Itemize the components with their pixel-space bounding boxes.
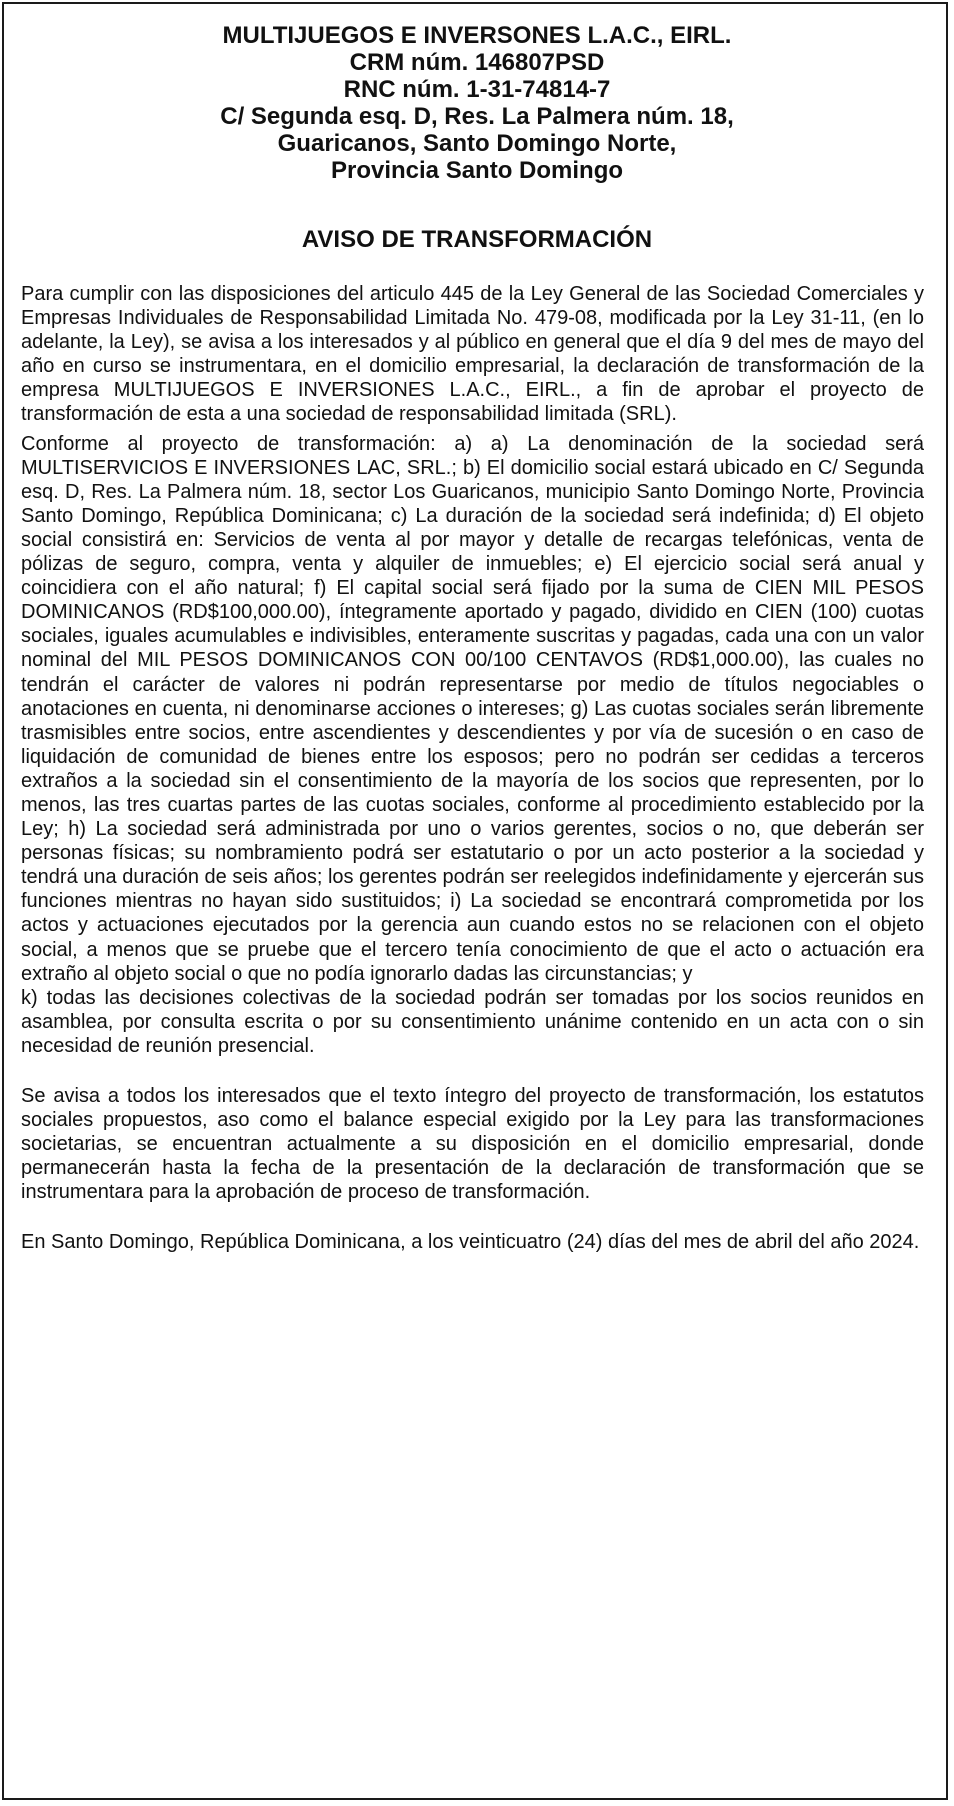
rnc-number: RNC núm. 1-31-74814-7 <box>343 76 611 103</box>
address-line-1: C/ Segunda esq. D, Res. La Palmera núm. 18, <box>220 103 734 130</box>
intro-paragraph: Para cumplir con las disposiciones del articulo 445 de la Ley General de las Sociedad Comerciales y Empresas Individuales de Responsabilidad Limitada No. 479-08, modificada por la Ley 31-11, (en lo adelante, la Ley), se avisa a los interesados y al público en general que el día 9 del mes de mayo del año en curso se instrumentara, en el domicilio empresarial, la declaración de transformación de la empresa MULTIJUEGOS E INVERSIONES L.A.C., EIRL., a fin de aprobar el proyecto de transformación de esta a una sociedad de responsabilidad limitada (SRL). <box>21 283 924 426</box>
terms-paragraph-k: k) todas las decisiones colectivas de la sociedad podrán ser tomadas por los socios reunidos en asamblea, por consulta escrita o por su consentimiento unánime contenido en un acta con o sin necesidad de reunión presencial. <box>21 986 924 1057</box>
address-line-3: Provincia Santo Domingo <box>330 157 624 184</box>
closing-paragraph: En Santo Domingo, República Dominicana, a los veinticuatro (24) días del mes de abril del año 2024. <box>21 1231 920 1254</box>
notice-title: AVISO DE TRANSFORMACIÓN <box>301 226 653 253</box>
address-line-2: Guaricanos, Santo Domingo Norte, <box>277 130 677 157</box>
company-name: MULTIJUEGOS E INVERSONES L.A.C., EIRL. <box>222 22 732 49</box>
notice-body <box>21 282 924 1255</box>
notice-header <box>0 22 954 184</box>
crm-number: CRM núm. 146807PSD <box>349 49 605 76</box>
terms-paragraph: Conforme al proyecto de transformación: a) a) La denominación de la sociedad será MULTISERVICIOS E INVERSIONES LAC, SRL.; b) El domicilio social estará ubicado en C/ Segunda esq. D, Res. La Palmera núm. 18, sector Los Guaricanos, municipio Santo Domingo Norte, Provincia Santo Domingo, República Dominicana; c) La duración de la sociedad será indefinida; d) El objeto social consistirá en: Servicios de venta al por mayor y detalle de recargas telefónicas, venta de pólizas de seguro, compra, venta y alquiler de inmuebles; e) El ejercicio social será anual y coincidiera con el año natural; f) El capital social será fijado por la suma de CIEN MIL PESOS DOMINICANOS (RD$100,000.00), íntegramente aportado y pagado, dividido en CIEN (100) cuotas sociales, iguales acumulables e indivisibles, enteramente suscritas y pagadas, cada una con un valor nominal del MIL PESOS DOMINICANOS CON 00/100 CENTAVOS (RD$1,000.00), las cuales no tendrán el carácter de valores ni podrán representarse por medio de títulos negociables o anotaciones en cuenta, ni denominarse acciones o intereses; g) Las cuotas sociales serán libremente trasmisibles entre socios, entre ascendientes y descendientes y por vía de sucesión o en caso de liquidación de comunidad de bienes entre los esposos; pero no podrán ser cedidas a terceros extraños a la sociedad sin el consentimiento de la mayoría de los socios que representen, por lo menos, las tres cuartas partes de las cuotas sociales, conforme al procedimiento establecido por la Ley; h) La sociedad será administrada por uno o varios gerentes, socios o no, que deberán ser personas físicas; su nombramiento podrá ser estatutario o por un acto posterior a la sociedad y tendrá una duración de seis años; los gerentes podrán ser reelegidos indefinidamente y ejercerán sus funciones mientras no hayan sido sustituidos; i) La sociedad se encontrará comprometida por los actos y actuaciones ejecutados por la gerencia aun cuando estos no se relacionen con el objeto social, a menos que se pruebe que el tercero tenía conocimiento de que el acto o actuación era extraño al objeto social o que no podía ignorarlo dadas las circunstancias; y <box>21 432 924 985</box>
availability-paragraph: Se avisa a todos los interesados que el texto íntegro del proyecto de transformación, los estatutos sociales propuestos, aso como el balance especial exigido por la Ley para las transformaciones societarias, se encuentran actualmente a su disposición en el domicilio empresarial, donde permanecerán hasta la fecha de la presentación de la declaración de transformación que se instrumentara para la aprobación de proceso de transformación. <box>21 1085 924 1204</box>
